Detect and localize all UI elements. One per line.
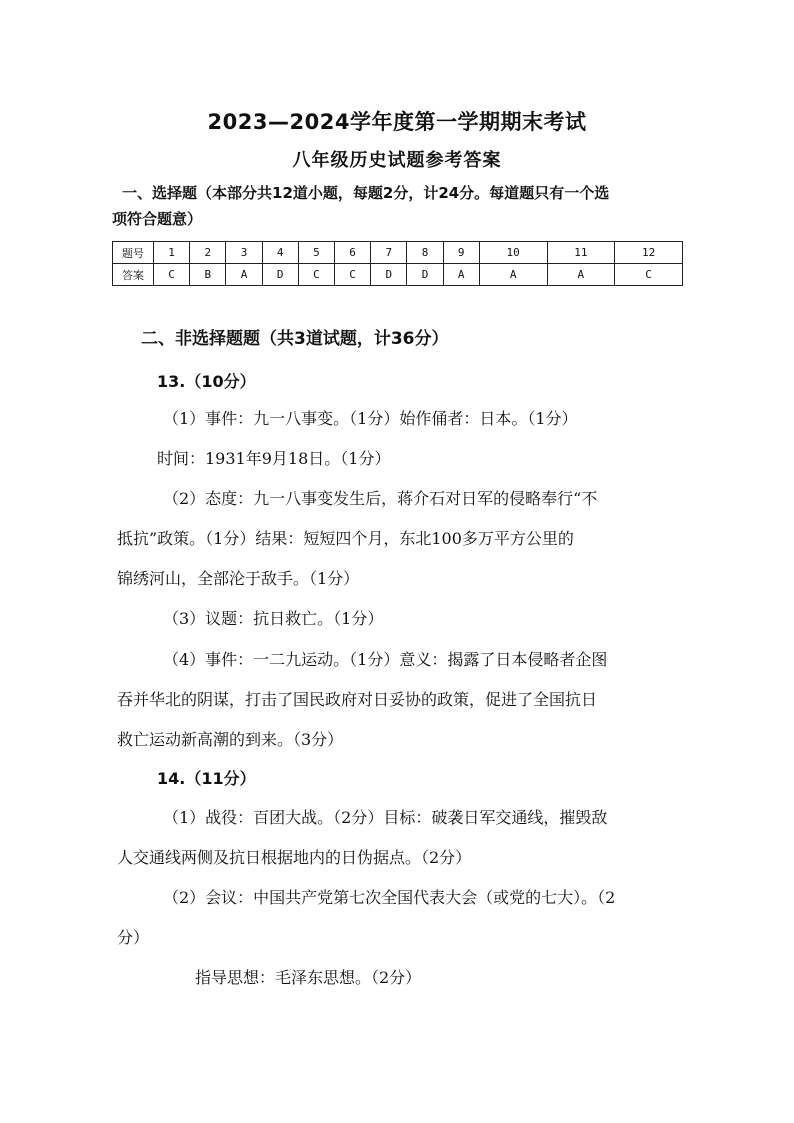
section2-heading: 二、非选择题题（共3道试题，计36分） <box>141 329 449 349</box>
q13-line: （1）事件：九一八事变。（1分）始作俑者：日本。（1分） <box>163 409 578 428</box>
q14-line: （1）战役：百团大战。（2分）目标：破袭日军交通线，摧毁敌 <box>163 808 608 827</box>
question-number: 7 <box>371 242 407 264</box>
table-row-numbers <box>113 242 683 264</box>
question-number: 6 <box>335 242 371 264</box>
exam-title: 2023—2024学年度第一学期期末考试 <box>207 110 587 134</box>
q13-line: （4）事件：一二九运动。（1分）意义：揭露了日本侵略者企图 <box>163 650 608 669</box>
answer-cell: A <box>226 264 262 286</box>
answer-cell: B <box>190 264 226 286</box>
q13-line: 救亡运动新高潮的到来。（3分） <box>117 730 344 749</box>
q13-line: （3）议题：抗日救亡。（1分） <box>163 609 384 628</box>
question-number: 5 <box>298 242 334 264</box>
answer-cell: A <box>547 264 615 286</box>
section1-heading <box>112 180 682 232</box>
question-number: 10 <box>479 242 547 264</box>
answer-cell: D <box>371 264 407 286</box>
q14-line: 分） <box>117 928 150 947</box>
q13-line: 时间：1931年9月18日。（1分） <box>157 449 391 468</box>
row-label-answer: 答案 <box>113 264 154 286</box>
question-number: 1 <box>154 242 190 264</box>
answer-table <box>112 241 683 286</box>
question-number: 4 <box>262 242 298 264</box>
q14-line: 指导思想：毛泽东思想。（2分） <box>195 968 422 987</box>
question14-heading: 14.（11分） <box>157 769 256 788</box>
section1-line1: 一、选择题（本部分共12道小题，每题2分，计24分。每道题只有一个选 <box>122 184 610 202</box>
question-number: 8 <box>407 242 443 264</box>
answer-cell: A <box>479 264 547 286</box>
answer-cell: D <box>407 264 443 286</box>
question13-heading: 13.（10分） <box>157 372 256 391</box>
section1-line2: 项符合题意） <box>112 210 203 228</box>
q14-line: （2）会议：中国共产党第七次全国代表大会（或党的七大）。（2 <box>163 888 616 907</box>
q13-line: 吞并华北的阴谋，打击了国民政府对日妥协的政策，促进了全国抗日 <box>117 690 598 709</box>
answer-cell: D <box>262 264 298 286</box>
q13-line: 锦绣河山，全部沦于敌手。（1分） <box>117 569 360 588</box>
q13-line: 抵抗”政策。（1分）结果：短短四个月，东北100多万平方公里的 <box>117 529 574 548</box>
answer-cell: C <box>615 264 683 286</box>
exam-subtitle: 八年级历史试题参考答案 <box>292 150 502 171</box>
table-row-answers <box>113 264 683 286</box>
question-number: 12 <box>615 242 683 264</box>
q13-line: （2）态度：九一八事变发生后，蒋介石对日军的侵略奉行“不 <box>163 489 598 508</box>
answer-cell: C <box>154 264 190 286</box>
question-number: 3 <box>226 242 262 264</box>
answer-cell: C <box>298 264 334 286</box>
answer-cell: C <box>335 264 371 286</box>
q14-line: 人交通线两侧及抗日根据地内的日伪据点。（2分） <box>117 848 472 867</box>
row-label-number: 题号 <box>113 242 154 264</box>
question-number: 2 <box>190 242 226 264</box>
answer-cell: A <box>443 264 479 286</box>
question-number: 9 <box>443 242 479 264</box>
question-number: 11 <box>547 242 615 264</box>
